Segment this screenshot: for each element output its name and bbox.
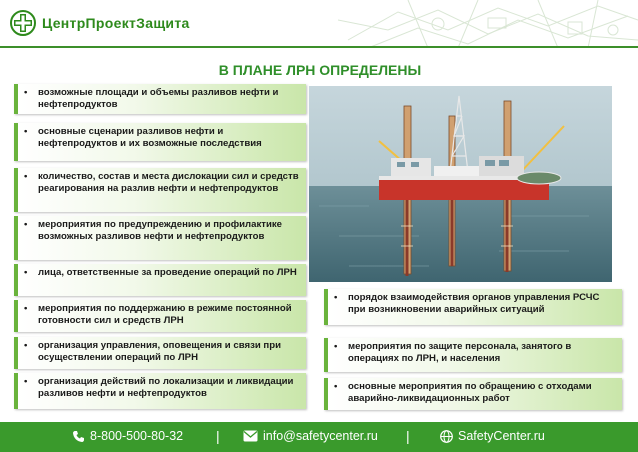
offshore-rig-photo	[309, 86, 612, 282]
list-item	[14, 84, 306, 114]
phone-number: 8-800-500-80-32	[90, 429, 184, 443]
list-item	[14, 123, 306, 161]
bullet: •	[334, 381, 338, 392]
bullet: •	[24, 267, 28, 278]
list-item-text: основные сценарии разливов нефти и нефтепродуктов и их возможные последствия	[38, 126, 262, 149]
footer-phone[interactable]	[72, 429, 183, 443]
phone-icon	[72, 430, 85, 443]
page-title: В ПЛАНЕ ЛРН ОПРЕДЕЛЕНЫ	[218, 62, 422, 78]
company-logo[interactable]	[10, 8, 210, 38]
list-item-text: возможные площади и объемы разливов нефти и нефтепродуктов	[38, 87, 279, 110]
list-item	[14, 373, 306, 409]
footer-email[interactable]	[243, 429, 378, 443]
list-item	[14, 300, 306, 332]
header	[0, 0, 638, 48]
list-item-text: организация управления, оповещения и связи при осуществлении операций по ЛРН	[38, 340, 281, 363]
bullet: •	[24, 171, 28, 182]
header-map-decoration	[338, 0, 638, 48]
list-item	[324, 289, 622, 325]
list-item	[324, 378, 622, 410]
bullet: •	[24, 126, 28, 137]
footer-separator: |	[216, 428, 220, 444]
list-item-text: порядок взаимодействия органов управления РСЧС при возникновении аварийных ситуаций	[348, 292, 600, 315]
bullet: •	[334, 341, 338, 352]
bullet: •	[24, 376, 28, 387]
footer-contact-bar	[0, 422, 638, 452]
list-item-text: основные мероприятия по обращению с отходами аварийно-ликвидационных работ	[348, 381, 592, 404]
list-item-text: мероприятия по предупреждению и профилактике возможных разливов нефти и нефтепродуктов	[38, 219, 282, 242]
list-item-text: организация действий по локализации и ликвидации разливов нефти и нефтепродуктов	[38, 376, 294, 399]
bullet: •	[24, 87, 28, 98]
list-item-text: лица, ответственные за проведение операций по ЛРН	[38, 267, 297, 278]
email-icon	[243, 430, 258, 442]
list-item	[14, 216, 306, 260]
list-item-text: количество, состав и места дислокации сил и средств реагирования на разлив нефти и нефтепродуктов	[38, 171, 299, 194]
list-item	[14, 168, 306, 212]
email-address: info@safetycenter.ru	[263, 429, 378, 443]
website-link: SafetyCenter.ru	[458, 429, 545, 443]
globe-icon	[440, 430, 453, 443]
logo-cross-icon	[10, 10, 36, 36]
list-item	[324, 338, 622, 372]
list-item-text: мероприятия по защите персонала, занятого в операциях по ЛРН, и населения	[348, 341, 572, 364]
list-item-text: мероприятия по поддержанию в режиме постоянной готовности сил и средств ЛРН	[38, 303, 292, 326]
logo-text: ЦентрПроектЗащита	[42, 15, 190, 31]
bullet: •	[24, 340, 28, 351]
list-item	[14, 264, 306, 296]
footer-website[interactable]	[440, 429, 545, 443]
footer-separator: |	[406, 428, 410, 444]
bullet: •	[24, 219, 28, 230]
bullet: •	[24, 303, 28, 314]
list-item	[14, 337, 306, 369]
bullet: •	[334, 292, 338, 303]
